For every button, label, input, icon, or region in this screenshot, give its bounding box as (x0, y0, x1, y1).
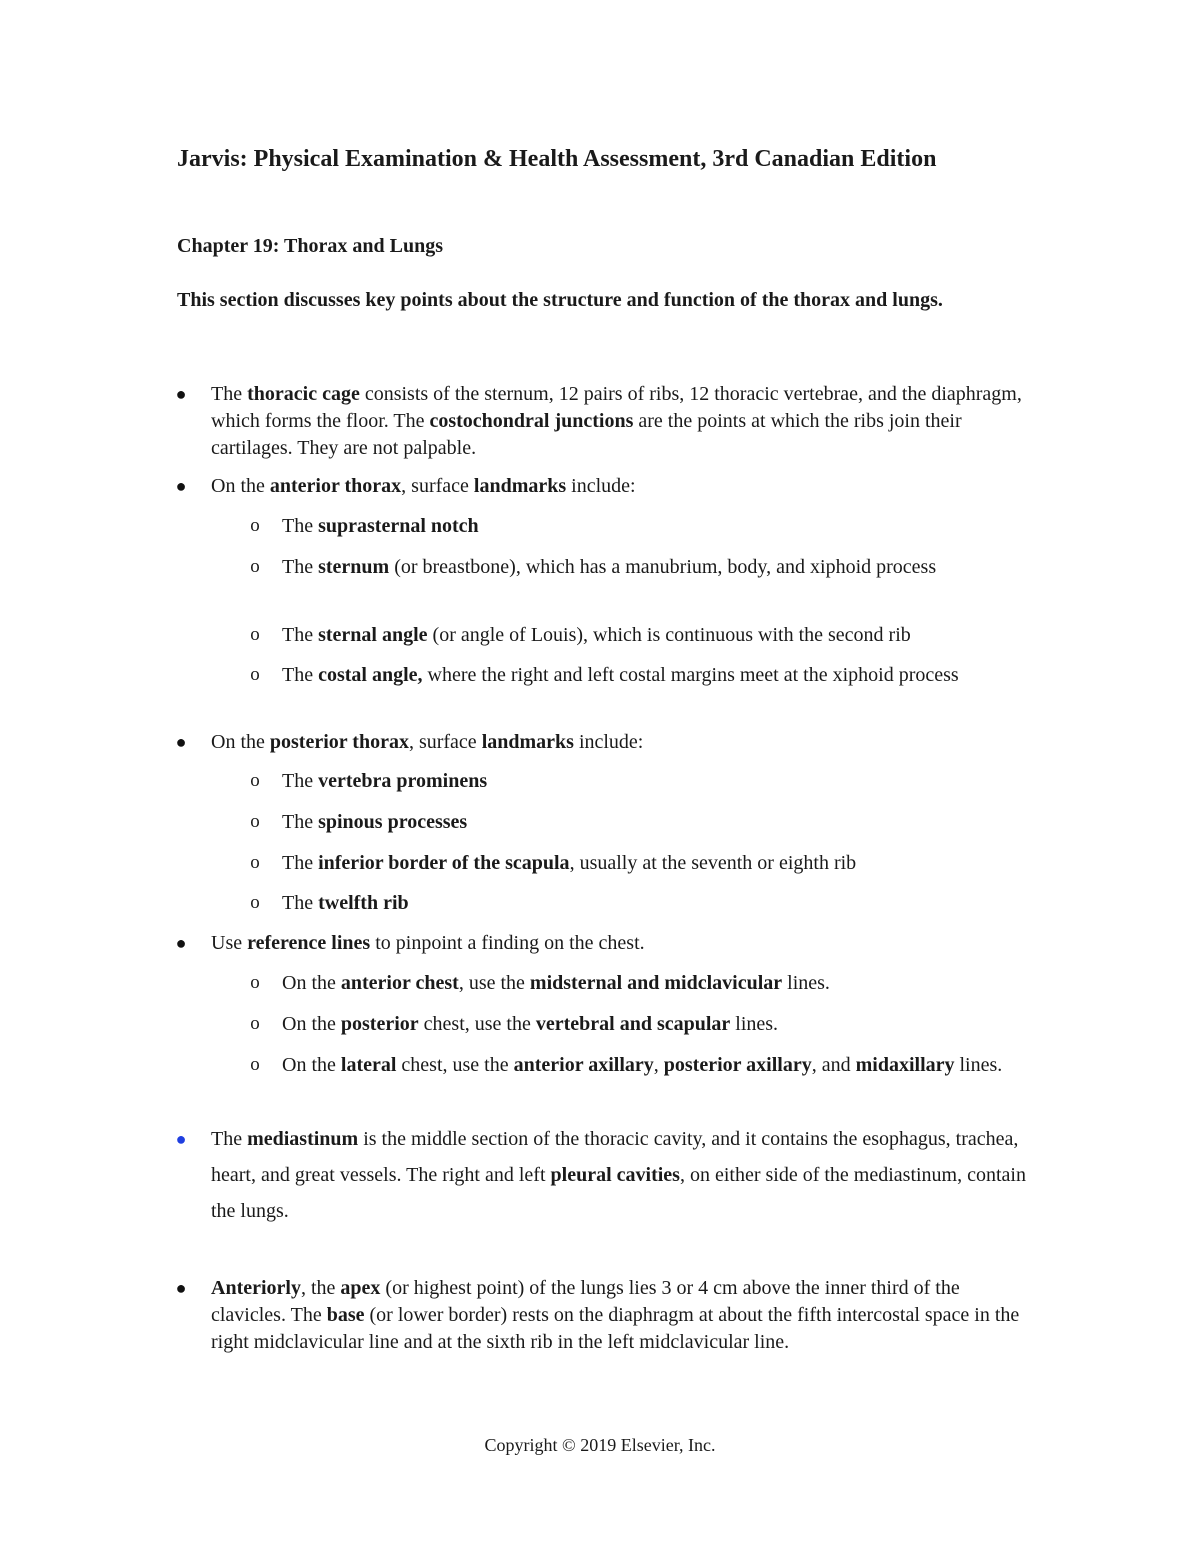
item-text: On the (211, 731, 270, 753)
sub-keyword: suprasternal notch (318, 515, 479, 537)
sub-item (250, 767, 1042, 795)
sub-bullet-icon: o (250, 892, 260, 913)
bullet-icon: ● (175, 384, 187, 404)
sub-bullet-icon: o (250, 852, 260, 873)
sub-text: where the right and left costal margins meet at the xiphoid process (422, 664, 959, 686)
sub-text: lines. (730, 1013, 779, 1035)
section-intro: This section discusses key points about the structure and function of the thorax and lungs. (177, 289, 943, 311)
sub-bullet-icon: o (250, 1013, 260, 1034)
sub-bullet-icon: o (250, 515, 260, 536)
item-text: include: (573, 731, 644, 753)
sub-text: (or breastbone), which has a manubrium, body, and xiphoid process (389, 556, 937, 578)
item-keyword: thoracic cage (247, 383, 360, 405)
sub-keyword: spinous processes (318, 811, 468, 833)
sub-text: On the (282, 972, 341, 994)
sub-text: lines. (954, 1054, 1003, 1076)
item-text: consists of the sternum, 12 pairs of ribs, 12 thoracic vertebrae, and the diaphragm, which forms the floor. The (211, 383, 1022, 432)
sub-bullet-icon: o (250, 770, 260, 791)
sub-keyword: lateral (340, 1054, 397, 1076)
sub-text: On the (282, 1054, 341, 1076)
sub-keyword: posterior axillary (663, 1054, 812, 1076)
item-text: The (211, 383, 248, 405)
sub-text: lines. (782, 972, 830, 994)
item-text: On the (211, 475, 270, 497)
sub-item (250, 512, 1042, 540)
item-keyword: anterior thorax (269, 475, 402, 497)
item-keyword: Anteriorly (211, 1277, 301, 1299)
sub-text: The (282, 892, 319, 914)
chapter-heading: Chapter 19: Thorax and Lungs (177, 235, 443, 257)
sub-keyword: posterior (340, 1013, 419, 1035)
item-text: , surface (408, 731, 482, 753)
bullet-icon: ● (175, 732, 187, 752)
item-text: , the (300, 1277, 341, 1299)
sub-item (250, 1051, 1042, 1079)
item-keyword: landmarks (481, 731, 574, 753)
item-keyword: apex (340, 1277, 381, 1299)
item-text: include: (566, 475, 636, 497)
list-item-reference-lines (175, 930, 1036, 957)
sub-bullet-icon: o (250, 624, 260, 645)
list-item-posterior-thorax (175, 729, 1036, 756)
item-keyword: mediastinum (247, 1128, 359, 1150)
item-keyword: reference lines (247, 932, 371, 954)
item-keyword: landmarks (473, 475, 567, 497)
sub-item (250, 621, 1042, 649)
sub-item (250, 808, 1042, 836)
bullet-icon: ● (175, 933, 187, 953)
sub-text: chest, use the (418, 1013, 536, 1035)
sub-item (250, 661, 1042, 689)
bullet-icon: ● (175, 476, 187, 496)
sub-item (250, 553, 1042, 581)
sub-keyword: inferior border of the scapula (318, 852, 570, 874)
list-item-mediastinum (175, 1121, 1036, 1229)
sub-keyword: anterior chest (340, 972, 459, 994)
sub-bullet-icon: o (250, 1054, 260, 1075)
sub-text: The (282, 664, 319, 686)
sub-keyword: midaxillary (855, 1054, 955, 1076)
sub-keyword: vertebra prominens (318, 770, 488, 792)
item-text: (or lower border) rests on the diaphragm at about the fifth intercostal space in the right midclavicular line and at the sixth rib in the left midclavicular line. (211, 1304, 1020, 1353)
sub-text: The (282, 515, 319, 537)
sub-text: On the (282, 1013, 341, 1035)
sub-item (250, 1010, 1042, 1038)
item-text: Use (211, 932, 248, 954)
sub-keyword: costal angle, (318, 664, 423, 686)
sub-text: The (282, 770, 319, 792)
item-text: , on either side of the mediastinum, contain the lungs. (211, 1164, 1026, 1222)
sub-text: , and (811, 1054, 856, 1076)
item-keyword: pleural cavities (550, 1164, 680, 1186)
sub-text: , (653, 1054, 664, 1076)
item-text: is the middle section of the thoracic cavity, and it contains the esophagus, trachea, heart, and great vessels. The right and left (211, 1128, 1019, 1186)
bullet-icon: ● (175, 1129, 187, 1149)
list-item-anterior-thorax (175, 473, 1036, 500)
sub-keyword: sternum (318, 556, 390, 578)
list-item-thoracic-cage (175, 381, 1036, 462)
sub-text: The (282, 556, 319, 578)
item-keyword: posterior thorax (269, 731, 409, 753)
bullet-icon: ● (175, 1278, 187, 1298)
sub-keyword: sternal angle (318, 624, 428, 646)
list-item-anteriorly (175, 1275, 1036, 1356)
sub-text: The (282, 852, 319, 874)
sub-bullet-icon: o (250, 811, 260, 832)
document-title: Jarvis: Physical Examination & Health Assessment, 3rd Canadian Edition (177, 146, 937, 172)
sub-item (250, 969, 1042, 997)
sub-keyword: anterior axillary (513, 1054, 654, 1076)
sub-keyword: midsternal and midclavicular (529, 972, 783, 994)
sub-item (250, 849, 1042, 877)
copyright-footer: Copyright © 2019 Elsevier, Inc. (484, 1435, 716, 1455)
sub-item (250, 889, 1042, 917)
sub-text: The (282, 811, 319, 833)
item-text: (or highest point) of the lungs lies 3 or 4 cm above the inner third of the clavicles. The (211, 1277, 960, 1326)
sub-text: The (282, 624, 319, 646)
sub-text: (or angle of Louis), which is continuous with the second rib (427, 624, 911, 646)
sub-text: chest, use the (396, 1054, 514, 1076)
item-keyword: costochondral junctions (429, 410, 634, 432)
item-text: , surface (401, 475, 474, 497)
sub-keyword: twelfth rib (318, 892, 409, 914)
sub-bullet-icon: o (250, 664, 260, 685)
item-keyword: base (326, 1304, 365, 1326)
sub-text: , use the (458, 972, 530, 994)
sub-bullet-icon: o (250, 556, 260, 577)
sub-bullet-icon: o (250, 972, 260, 993)
item-text: to pinpoint a finding on the chest. (370, 932, 645, 954)
item-text: The (211, 1128, 248, 1150)
item-text: are the points at which the ribs join their cartilages. They are not palpable. (211, 410, 962, 459)
sub-keyword: vertebral and scapular (535, 1013, 731, 1035)
sub-text: , usually at the seventh or eighth rib (569, 852, 857, 874)
